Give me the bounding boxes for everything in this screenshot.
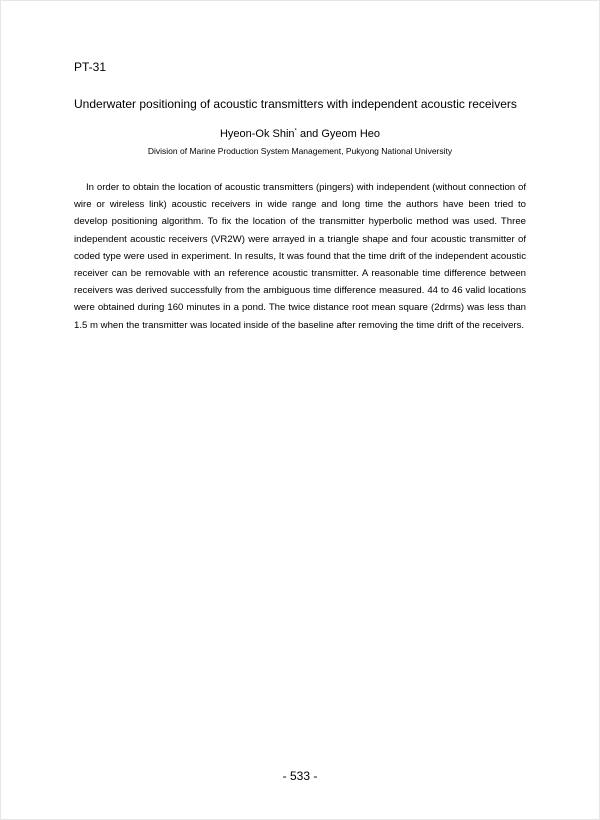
paper-title: Underwater positioning of acoustic transmitters with independent acoustic receivers bbox=[74, 97, 517, 111]
corresponding-author-marker: * bbox=[294, 128, 297, 135]
abstract-paragraph: In order to obtain the location of acoustic transmitters (pingers) with independent (without connection of wire or wireless link) acoustic receivers in wide range and long time the authors have been tried to develop positioning algorithm. To fix the location of the transmitter hyperbolic method was used. Three independent acoustic receivers (VR2W) were arrayed in a triangle shape and four acoustic transmitter of coded type were used in experiment. In results, It was found that the time drift of the independent acoustic receiver can be removable with an reference acoustic transmitter. A reasonable time difference between receivers was derived successfully from the ambiguous time difference measured. 44 to 46 valid locations were obtained during 160 minutes in a pond. The twice distance root mean square (2drms) was less than 1.5 m when the transmitter was located inside of the baseline after removing the time drift of the receivers. bbox=[74, 182, 526, 331]
page-number: - 533 - bbox=[282, 769, 318, 783]
author-name-primary: Hyeon-Ok Shin bbox=[219, 128, 295, 140]
session-code: PT-31 bbox=[74, 60, 107, 74]
author-name-secondary: and Gyeom Heo bbox=[296, 128, 381, 140]
author-affiliation: Division of Marine Production System Management, Pukyong National University bbox=[147, 146, 453, 156]
author-line bbox=[0, 128, 600, 140]
